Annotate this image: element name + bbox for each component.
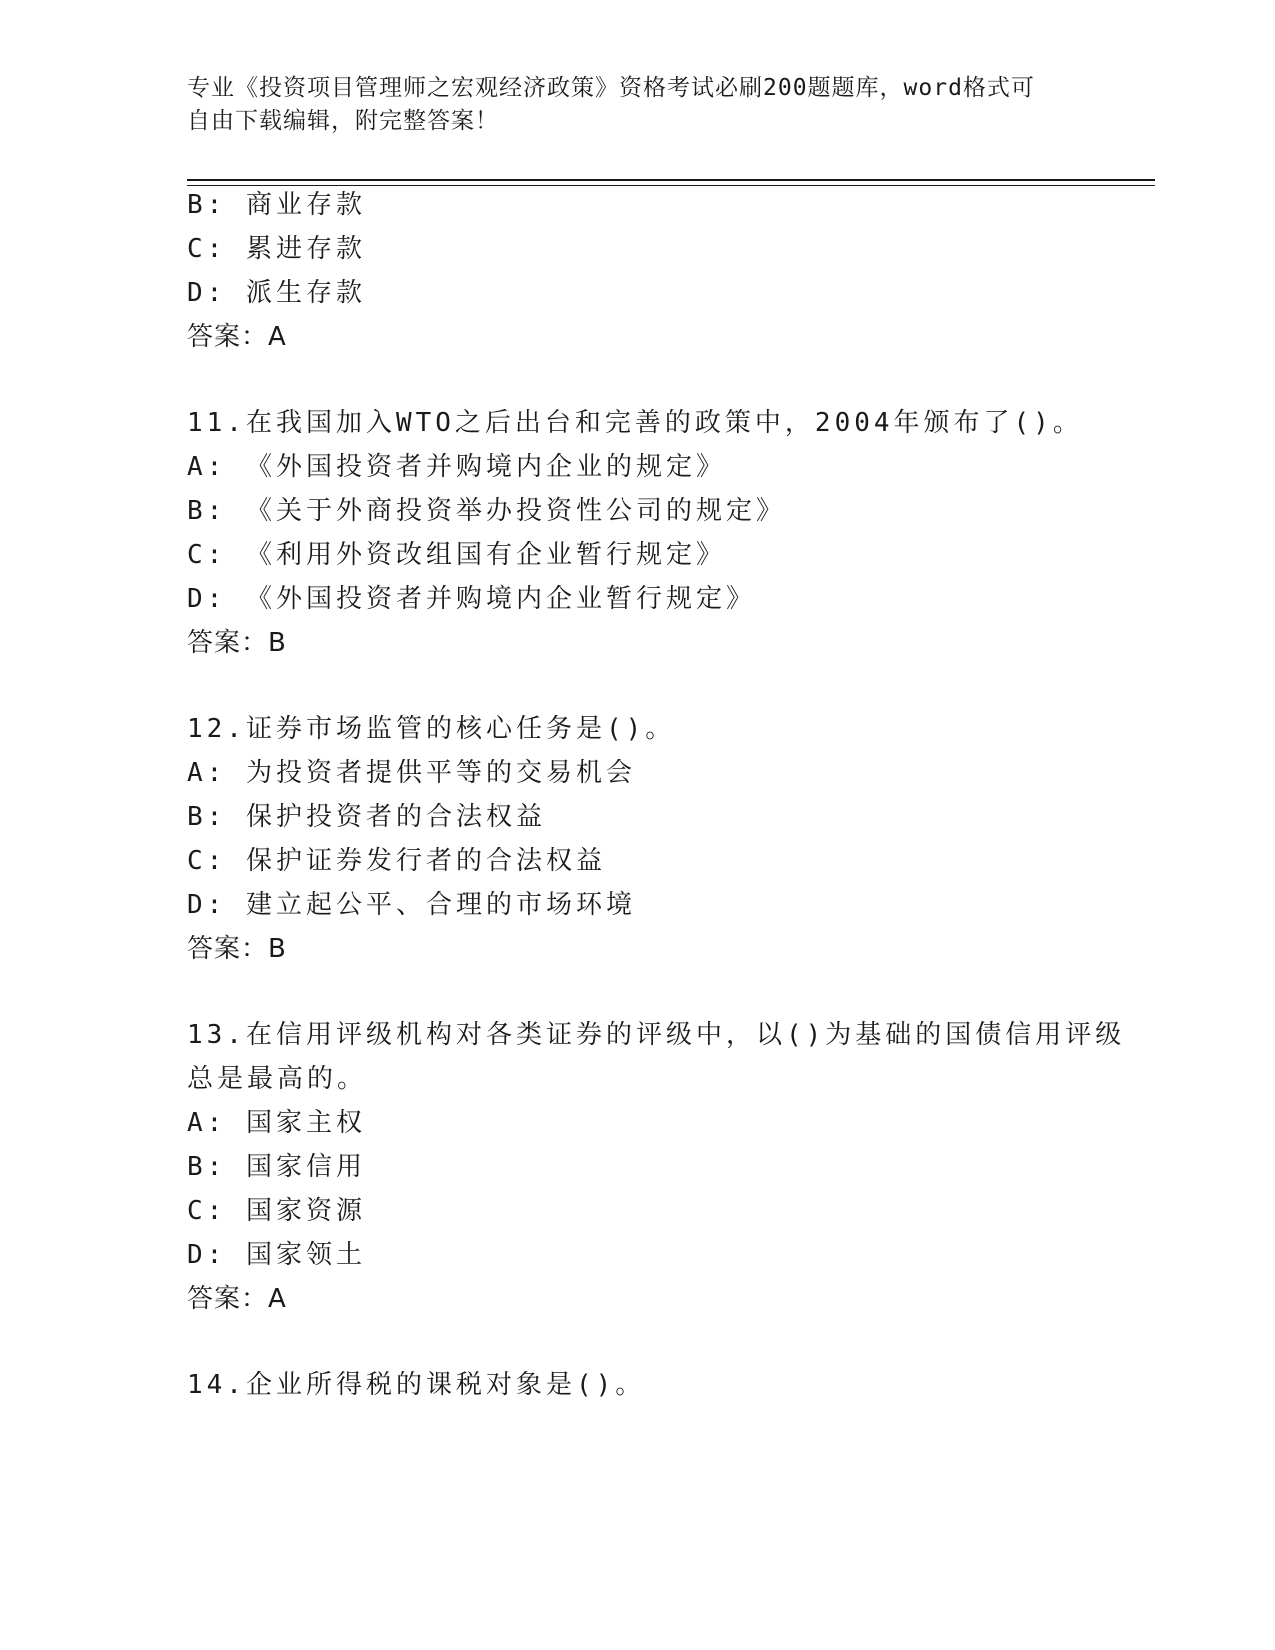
q11-stem: 11.在我国加入WTO之后出台和完善的政策中，2004年颁布了()。 bbox=[187, 408, 1083, 438]
document-header bbox=[187, 72, 1087, 138]
q13-option-b: B: 国家信用 bbox=[187, 1152, 366, 1182]
header-line-1: 专业《投资项目管理师之宏观经济政策》资格考试必刷200题题库，word格式可 bbox=[187, 75, 1035, 101]
q12-option-c: C: 保护证券发行者的合法权益 bbox=[187, 846, 606, 876]
q12-stem: 12.证券市场监管的核心任务是()。 bbox=[187, 714, 676, 744]
prev-option-b: B: 商业存款 bbox=[187, 190, 366, 220]
q12-answer: 答案：B bbox=[187, 934, 287, 964]
prev-answer: 答案：A bbox=[187, 322, 287, 352]
q13-option-a: A: 国家主权 bbox=[187, 1108, 366, 1138]
q14-stem: 14.企业所得税的课税对象是()。 bbox=[187, 1370, 646, 1400]
q11-answer: 答案：B bbox=[187, 628, 287, 658]
q11-option-b: B: 《关于外商投资举办投资性公司的规定》 bbox=[187, 496, 786, 526]
q11-option-d: D: 《外国投资者并购境内企业暂行规定》 bbox=[187, 584, 756, 614]
prev-option-d: D: 派生存款 bbox=[187, 278, 366, 308]
q11-option-a: A: 《外国投资者并购境内企业的规定》 bbox=[187, 452, 726, 482]
q13-answer: 答案：A bbox=[187, 1284, 287, 1314]
q13-stem-line-2: 总是最高的。 bbox=[187, 1064, 368, 1094]
q13-stem-line-1: 13.在信用评级机构对各类证券的评级中，以()为基础的国债信用评级 bbox=[187, 1020, 1126, 1050]
q13-option-d: D: 国家领土 bbox=[187, 1240, 366, 1270]
q11-option-c: C: 《利用外资改组国有企业暂行规定》 bbox=[187, 540, 726, 570]
header-divider-thin bbox=[187, 185, 1155, 186]
header-divider-thick bbox=[187, 179, 1155, 181]
prev-option-c: C: 累进存款 bbox=[187, 234, 366, 264]
q12-option-d: D: 建立起公平、合理的市场环境 bbox=[187, 890, 636, 920]
header-line-2: 自由下载编辑，附完整答案！ bbox=[187, 108, 499, 134]
q12-option-b: B: 保护投资者的合法权益 bbox=[187, 802, 546, 832]
q13-option-c: C: 国家资源 bbox=[187, 1196, 366, 1226]
q12-option-a: A: 为投资者提供平等的交易机会 bbox=[187, 758, 636, 788]
